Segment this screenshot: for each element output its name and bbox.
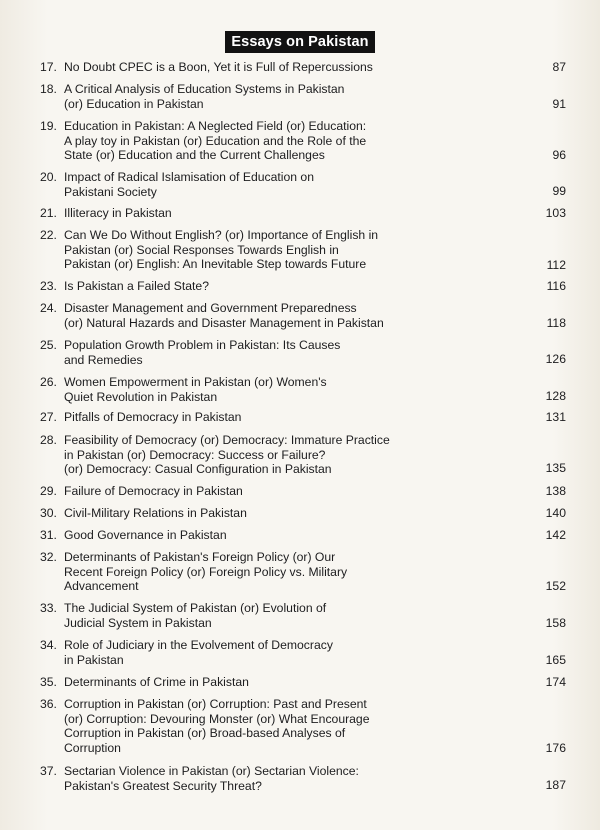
entry-number: 28.: [40, 433, 57, 447]
entry-title-line: Pakistan (or) English: An Inevitable Step towards Future: [64, 257, 367, 272]
entry-page-number: 118: [546, 316, 566, 330]
entry-title-line: Can We Do Without English? (or) Importance of English in: [64, 228, 379, 242]
entry-page-number: 152: [545, 579, 566, 593]
entry-title: [64, 697, 464, 755]
entry-title-line: Failure of Democracy in Pakistan: [64, 484, 243, 498]
entry-number: 19.: [40, 119, 57, 133]
entry-title-line: Civil-Military Relations in Pakistan: [64, 506, 247, 520]
entry-title: [64, 206, 464, 221]
entry-title-line: Role of Judiciary in the Evolvement of Democracy: [64, 638, 333, 652]
entry-page-number: 158: [545, 616, 566, 630]
entry-title-line: Determinants of Crime in Pakistan: [64, 675, 249, 689]
entry-title: [64, 60, 464, 75]
entry-title-line: Women Empowerment in Pakistan (or) Women's: [64, 375, 327, 389]
entry-title-line: Pakistan's Greatest Security Threat?: [64, 778, 262, 793]
entry-title-line: Corruption: [64, 740, 121, 755]
entry-title-line: Good Governance in Pakistan: [64, 528, 227, 542]
entry-title: [64, 301, 464, 330]
entry-title-line: (or) Natural Hazards and Disaster Management in Pakistan: [64, 315, 384, 330]
entry-title-line: Sectarian Violence in Pakistan (or) Sectarian Violence:: [64, 764, 359, 778]
entry-page-number: 131: [545, 410, 566, 424]
entry-title: [64, 338, 464, 367]
page-title: Essays on Pakistan: [225, 31, 374, 53]
entry-page-number: 103: [545, 206, 566, 220]
entry-title-line: (or) Corruption: Devouring Monster (or) What Encourage: [64, 711, 370, 726]
entry-number: 33.: [40, 601, 57, 615]
entry-title-line: Advancement: [64, 579, 139, 594]
entry-page-number: 135: [545, 461, 566, 475]
entry-title-line: Corruption in Pakistan (or) Corruption: Past and Present: [64, 697, 367, 711]
entry-title-line: and Remedies: [64, 352, 143, 367]
entry-number: 37.: [40, 764, 57, 778]
entry-title: [64, 528, 464, 543]
entry-title-line: in Pakistan: [64, 652, 124, 667]
entry-page-number: 128: [545, 389, 566, 403]
entry-title: [64, 675, 464, 690]
entry-title-line: Recent Foreign Policy (or) Foreign Policy vs. Military: [64, 564, 348, 579]
entry-number: 25.: [40, 338, 57, 352]
entry-title-line: A play toy in Pakistan (or) Education and the Role of the: [64, 133, 367, 148]
entry-title: [64, 228, 464, 272]
entry-title-line: Disaster Management and Government Preparedness: [64, 301, 357, 315]
entry-title-line: Population Growth Problem in Pakistan: Its Causes: [64, 338, 341, 352]
entry-title: [64, 410, 464, 425]
entry-title-line: Quiet Revolution in Pakistan: [64, 389, 218, 404]
entry-title: [64, 638, 464, 667]
entry-page-number: 187: [545, 778, 566, 792]
entry-title: [64, 506, 464, 521]
entry-number: 32.: [40, 550, 57, 564]
entry-number: 34.: [40, 638, 57, 652]
entry-title: [64, 601, 464, 630]
entry-title: [64, 433, 464, 477]
entry-number: 17.: [40, 60, 57, 74]
entry-title-line: Pitfalls of Democracy in Pakistan: [64, 410, 242, 424]
entry-title-line: (or) Democracy: Casual Configuration in Pakistan: [64, 462, 332, 477]
entry-page-number: 165: [545, 653, 566, 667]
entry-title-line: Illiteracy in Pakistan: [64, 206, 172, 220]
entry-page-number: 176: [545, 741, 566, 755]
entry-number: 22.: [40, 228, 57, 242]
entry-title-line: Pakistan (or) Social Responses Towards English in: [64, 242, 339, 257]
entry-title: [64, 119, 464, 163]
entry-page-number: 87: [552, 60, 566, 74]
entry-number: 23.: [40, 279, 57, 293]
entry-page-number: 112: [546, 258, 566, 272]
entry-page-number: 142: [545, 528, 566, 542]
entry-title-line: The Judicial System of Pakistan (or) Evolution of: [64, 601, 327, 615]
entry-title-line: Judicial System in Pakistan: [64, 615, 212, 630]
entry-number: 29.: [40, 484, 57, 498]
entry-number: 31.: [40, 528, 57, 542]
entry-number: 24.: [40, 301, 57, 315]
entry-number: 26.: [40, 375, 57, 389]
entry-title-line: State (or) Education and the Current Challenges: [64, 148, 325, 163]
entry-title: [64, 170, 464, 199]
entry-title-line: Impact of Radical Islamisation of Education on: [64, 170, 314, 184]
entry-page-number: 138: [545, 484, 566, 498]
entry-title: [64, 375, 464, 404]
entry-title: [64, 764, 464, 793]
entry-number: 18.: [40, 82, 57, 96]
entry-number: 36.: [40, 697, 57, 711]
entry-title: [64, 82, 464, 111]
entry-page-number: 126: [545, 352, 566, 366]
entry-title-line: Feasibility of Democracy (or) Democracy: Immature Practice: [64, 433, 390, 447]
entry-page-number: 140: [545, 506, 566, 520]
entry-title: [64, 484, 464, 499]
entry-title-line: Education in Pakistan: A Neglected Field (or) Education:: [64, 119, 367, 133]
entry-number: 27.: [40, 410, 57, 424]
entry-title-line: in Pakistan (or) Democracy: Success or Failure?: [64, 447, 326, 462]
entry-title-line: Pakistani Society: [64, 184, 157, 199]
entry-title: [64, 550, 464, 594]
entry-page-number: 96: [552, 148, 566, 162]
entry-title-line: Determinants of Pakistan's Foreign Policy (or) Our: [64, 550, 336, 564]
entry-page-number: 174: [545, 675, 566, 689]
entry-title-line: Is Pakistan a Failed State?: [64, 279, 209, 293]
entry-title-line: No Doubt CPEC is a Boon, Yet it is Full of Repercussions: [64, 60, 373, 74]
entry-number: 35.: [40, 675, 57, 689]
entry-title-line: Corruption in Pakistan (or) Broad-based Analyses of: [64, 726, 346, 741]
entry-page-number: 99: [552, 184, 566, 198]
entry-page-number: 116: [546, 279, 566, 293]
entry-number: 20.: [40, 170, 57, 184]
entry-title-line: (or) Education in Pakistan: [64, 96, 204, 111]
entry-number: 30.: [40, 506, 57, 520]
entry-title-line: A Critical Analysis of Education Systems in Pakistan: [64, 82, 345, 96]
entry-title: [64, 279, 464, 294]
entry-page-number: 91: [552, 97, 566, 111]
entry-number: 21.: [40, 206, 57, 220]
